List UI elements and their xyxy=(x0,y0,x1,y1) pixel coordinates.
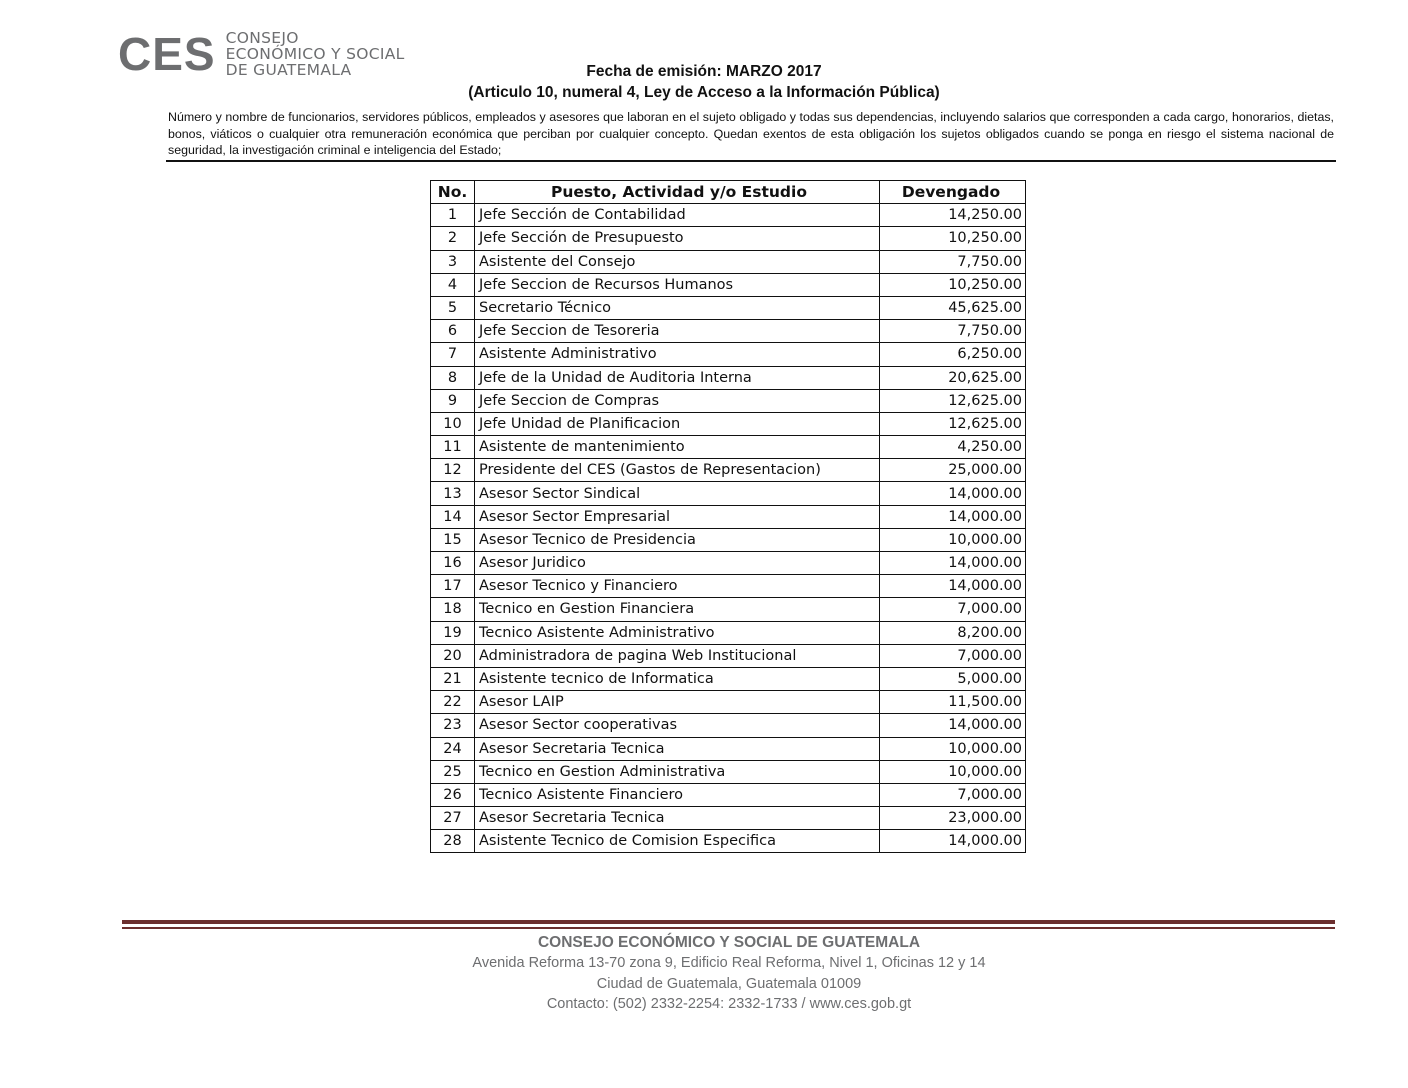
header-earned: Devengado xyxy=(880,181,1026,204)
row-amount: 14,000.00 xyxy=(880,552,1026,575)
row-amount: 10,250.00 xyxy=(880,227,1026,250)
row-number: 26 xyxy=(431,783,475,806)
row-amount: 11,500.00 xyxy=(880,691,1026,714)
footer-title: CONSEJO ECONÓMICO Y SOCIAL DE GUATEMALA xyxy=(537,934,921,951)
row-position: Jefe Sección de Presupuesto xyxy=(475,227,880,250)
row-position: Tecnico en Gestion Administrativa xyxy=(475,760,880,783)
row-number: 11 xyxy=(431,436,475,459)
row-position: Asesor Tecnico y Financiero xyxy=(475,575,880,598)
row-number: 10 xyxy=(431,412,475,435)
row-number: 20 xyxy=(431,644,475,667)
issue-date-heading: Fecha de emisión: MARZO 2017 xyxy=(586,63,822,80)
table-row xyxy=(431,273,1026,296)
table-row xyxy=(431,691,1026,714)
row-number: 12 xyxy=(431,459,475,482)
row-amount: 5,000.00 xyxy=(880,667,1026,690)
table-row xyxy=(431,783,1026,806)
logo-mark: CES xyxy=(118,28,216,80)
row-position: Asesor Secretaria Tecnica xyxy=(475,737,880,760)
row-position: Secretario Técnico xyxy=(475,296,880,319)
table-row xyxy=(431,250,1026,273)
row-position: Asistente Administrativo xyxy=(475,343,880,366)
footer-address: Avenida Reforma 13-70 zona 9, Edificio Real Reforma, Nivel 1, Oficinas 12 y 14 xyxy=(472,955,986,971)
row-number: 8 xyxy=(431,366,475,389)
row-amount: 14,000.00 xyxy=(880,714,1026,737)
table-row xyxy=(431,528,1026,551)
row-number: 4 xyxy=(431,273,475,296)
law-reference-heading: (Articulo 10, numeral 4, Ley de Acceso a la Información Pública) xyxy=(468,84,940,101)
footer-rule-thick xyxy=(122,920,1335,924)
row-number: 13 xyxy=(431,482,475,505)
row-number: 6 xyxy=(431,320,475,343)
row-amount: 7,750.00 xyxy=(880,320,1026,343)
row-position: Asesor Tecnico de Presidencia xyxy=(475,528,880,551)
table-row xyxy=(431,830,1026,853)
row-number: 2 xyxy=(431,227,475,250)
table-row xyxy=(431,482,1026,505)
row-position: Asistente Tecnico de Comision Especifica xyxy=(475,830,880,853)
row-amount: 12,625.00 xyxy=(880,389,1026,412)
row-position: Jefe Unidad de Planificacion xyxy=(475,412,880,435)
row-number: 28 xyxy=(431,830,475,853)
row-position: Tecnico Asistente Administrativo xyxy=(475,621,880,644)
row-position: Asesor Sector Empresarial xyxy=(475,505,880,528)
row-number: 25 xyxy=(431,760,475,783)
row-amount: 10,000.00 xyxy=(880,737,1026,760)
row-position: Jefe de la Unidad de Auditoria Interna xyxy=(475,366,880,389)
row-number: 21 xyxy=(431,667,475,690)
row-position: Jefe Sección de Contabilidad xyxy=(475,204,880,227)
row-number: 7 xyxy=(431,343,475,366)
row-number: 16 xyxy=(431,552,475,575)
row-position: Asistente del Consejo xyxy=(475,250,880,273)
row-number: 3 xyxy=(431,250,475,273)
table-header-row xyxy=(431,181,1026,204)
row-amount: 7,000.00 xyxy=(880,644,1026,667)
header-position: Puesto, Actividad y/o Estudio xyxy=(475,181,880,204)
row-number: 9 xyxy=(431,389,475,412)
row-amount: 10,000.00 xyxy=(880,760,1026,783)
row-amount: 12,625.00 xyxy=(880,412,1026,435)
table-row xyxy=(431,343,1026,366)
table-row xyxy=(431,575,1026,598)
table-row xyxy=(431,807,1026,830)
table-row xyxy=(431,389,1026,412)
row-number: 5 xyxy=(431,296,475,319)
row-number: 27 xyxy=(431,807,475,830)
table-row xyxy=(431,737,1026,760)
row-amount: 7,000.00 xyxy=(880,598,1026,621)
row-number: 15 xyxy=(431,528,475,551)
footer-contact: Contacto: (502) 2332-2254: 2332-1733 / www.ces.gob.gt xyxy=(546,996,912,1012)
row-position: Asesor Secretaria Tecnica xyxy=(475,807,880,830)
row-number: 14 xyxy=(431,505,475,528)
row-amount: 14,000.00 xyxy=(880,482,1026,505)
table-row xyxy=(431,459,1026,482)
row-amount: 10,250.00 xyxy=(880,273,1026,296)
row-amount: 4,250.00 xyxy=(880,436,1026,459)
row-position: Jefe Seccion de Compras xyxy=(475,389,880,412)
logo-line-3: DE GUATEMALA xyxy=(225,61,352,79)
table-row xyxy=(431,204,1026,227)
footer-rule-thin xyxy=(122,927,1335,929)
row-amount: 14,000.00 xyxy=(880,830,1026,853)
logo-line-1: CONSEJO xyxy=(225,29,299,47)
salary-table-body xyxy=(431,204,1026,853)
table-row xyxy=(431,296,1026,319)
row-position: Asesor LAIP xyxy=(475,691,880,714)
row-amount: 14,000.00 xyxy=(880,505,1026,528)
table-row xyxy=(431,552,1026,575)
footer-city: Ciudad de Guatemala, Guatemala 01009 xyxy=(596,976,862,992)
table-row xyxy=(431,227,1026,250)
salary-table xyxy=(430,180,1026,853)
row-amount: 6,250.00 xyxy=(880,343,1026,366)
row-amount: 20,625.00 xyxy=(880,366,1026,389)
header-no: No. xyxy=(431,181,475,204)
row-amount: 25,000.00 xyxy=(880,459,1026,482)
table-row xyxy=(431,436,1026,459)
table-row xyxy=(431,644,1026,667)
row-amount: 23,000.00 xyxy=(880,807,1026,830)
table-row xyxy=(431,505,1026,528)
row-position: Asesor Sector Sindical xyxy=(475,482,880,505)
row-number: 1 xyxy=(431,204,475,227)
table-row xyxy=(431,366,1026,389)
row-number: 22 xyxy=(431,691,475,714)
row-amount: 14,000.00 xyxy=(880,575,1026,598)
table-row xyxy=(431,760,1026,783)
row-position: Asesor Sector cooperativas xyxy=(475,714,880,737)
row-amount: 7,000.00 xyxy=(880,783,1026,806)
table-row xyxy=(431,412,1026,435)
row-amount: 7,750.00 xyxy=(880,250,1026,273)
row-position: Tecnico en Gestion Financiera xyxy=(475,598,880,621)
row-position: Presidente del CES (Gastos de Representacion) xyxy=(475,459,880,482)
row-number: 23 xyxy=(431,714,475,737)
row-position: Tecnico Asistente Financiero xyxy=(475,783,880,806)
row-position: Jefe Seccion de Tesoreria xyxy=(475,320,880,343)
row-position: Administradora de pagina Web Institucional xyxy=(475,644,880,667)
table-row xyxy=(431,621,1026,644)
row-amount: 14,250.00 xyxy=(880,204,1026,227)
row-number: 17 xyxy=(431,575,475,598)
row-position: Asistente tecnico de Informatica xyxy=(475,667,880,690)
row-amount: 8,200.00 xyxy=(880,621,1026,644)
row-position: Asesor Juridico xyxy=(475,552,880,575)
table-row xyxy=(431,714,1026,737)
table-row xyxy=(431,320,1026,343)
row-number: 24 xyxy=(431,737,475,760)
table-row xyxy=(431,598,1026,621)
row-amount: 45,625.00 xyxy=(880,296,1026,319)
row-position: Jefe Seccion de Recursos Humanos xyxy=(475,273,880,296)
table-row xyxy=(431,667,1026,690)
row-number: 18 xyxy=(431,598,475,621)
logo-line-2: ECONÓMICO Y SOCIAL xyxy=(225,45,405,63)
row-number: 19 xyxy=(431,621,475,644)
row-amount: 10,000.00 xyxy=(880,528,1026,551)
intro-divider xyxy=(166,160,1336,162)
row-position: Asistente de mantenimiento xyxy=(475,436,880,459)
intro-paragraph: Número y nombre de funcionarios, servidores públicos, empleados y asesores que laboran en el sujeto obligado y todas sus dependencias, incluyendo salarios que corresponden a cada cargo, honorarios, dietas, bonos, viáticos o cualquier otra remuneración económica que perciban por cualquier concepto. Quedan exentos de esta obligación los sujetos obligados cuando se ponga en riesgo el sistema nacional de seguridad, la investigación criminal e inteligencia del Estado; xyxy=(168,110,1334,157)
